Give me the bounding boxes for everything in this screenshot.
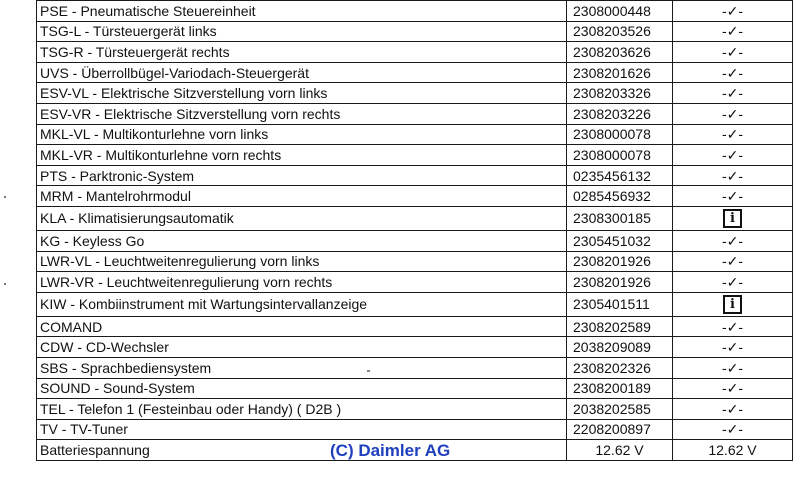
status-ok: -✓- [673, 337, 793, 358]
status-cell [673, 292, 793, 316]
status-ok: -✓- [673, 186, 793, 207]
table-row [37, 316, 793, 337]
unit-name: KIW - Kombiinstrument mit Wartungsintervallanzeige [37, 292, 567, 316]
status-ok: -✓- [673, 83, 793, 104]
table-row [37, 186, 793, 207]
status-ok: -✓- [673, 62, 793, 83]
part-number: 0235456132 [567, 165, 673, 186]
status-ok: -✓- [673, 230, 793, 251]
status-ok: -✓- [673, 103, 793, 124]
unit-name: SOUND - Sound-System [37, 378, 567, 399]
info-icon[interactable]: i [723, 295, 742, 314]
table-row [37, 206, 793, 230]
table-row [37, 21, 793, 42]
status-ok: -✓- [673, 42, 793, 63]
part-number: 2308201626 [567, 62, 673, 83]
part-number: 2308203226 [567, 103, 673, 124]
scan-mark [4, 196, 6, 198]
part-number: 2308200189 [567, 378, 673, 399]
part-number: 2305451032 [567, 230, 673, 251]
part-number: 2208200897 [567, 419, 673, 440]
table-row [37, 83, 793, 104]
table-row [37, 357, 793, 378]
unit-name: MKL-VR - Multikonturlehne vorn rechts [37, 145, 567, 166]
table-row [37, 272, 793, 293]
table-row [37, 399, 793, 420]
table-row [37, 292, 793, 316]
table-row [37, 145, 793, 166]
part-number: 2308201926 [567, 272, 673, 293]
unit-name: PSE - Pneumatische Steuereinheit [37, 1, 567, 22]
unit-name: CDW - CD-Wechsler [37, 337, 567, 358]
part-number: 2308202326 [567, 357, 673, 378]
scan-speck [367, 370, 370, 372]
unit-name: MKL-VL - Multikonturlehne vorn links [37, 124, 567, 145]
copyright-watermark: (C) Daimler AG [330, 441, 451, 460]
part-number: 2308203626 [567, 42, 673, 63]
unit-name: KG - Keyless Go [37, 230, 567, 251]
status-ok: -✓- [673, 251, 793, 272]
status-ok: -✓- [673, 21, 793, 42]
status-ok: -✓- [673, 272, 793, 293]
table-row [37, 42, 793, 63]
control-unit-table [36, 0, 793, 461]
table-row [37, 378, 793, 399]
status-ok: -✓- [673, 124, 793, 145]
unit-name: MRM - Mantelrohrmodul [37, 186, 567, 207]
status-ok: -✓- [673, 399, 793, 420]
status-ok: -✓- [673, 165, 793, 186]
table-row [37, 251, 793, 272]
unit-name: TV - TV-Tuner [37, 419, 567, 440]
battery-label: Batteriespannung [37, 440, 567, 461]
status-ok: -✓- [673, 419, 793, 440]
control-unit-rows [37, 1, 793, 461]
part-number: 2308300185 [567, 206, 673, 230]
part-number: 2308000448 [567, 1, 673, 22]
unit-name: LWR-VL - Leuchtweitenregulierung vorn links [37, 251, 567, 272]
control-unit-sheet [36, 0, 792, 464]
table-row [37, 419, 793, 440]
table-row [37, 337, 793, 358]
part-number: 2308202589 [567, 316, 673, 337]
unit-name: TSG-R - Türsteuergerät rechts [37, 42, 567, 63]
unit-name: PTS - Parktronic-System [37, 165, 567, 186]
part-number: 2305401511 [567, 292, 673, 316]
battery-voltage-1: 12.62 V [567, 440, 673, 461]
part-number: 2308000078 [567, 145, 673, 166]
unit-name: UVS - Überrollbügel-Variodach-Steuergerät [37, 62, 567, 83]
table-row [37, 103, 793, 124]
status-ok: -✓- [673, 316, 793, 337]
table-row [37, 62, 793, 83]
part-number: 2308203326 [567, 83, 673, 104]
unit-name: TSG-L - Türsteuergerät links [37, 21, 567, 42]
status-ok: -✓- [673, 357, 793, 378]
table-row [37, 1, 793, 22]
unit-name: COMAND [37, 316, 567, 337]
status-cell [673, 206, 793, 230]
table-row [37, 230, 793, 251]
unit-name: SBS - Sprachbediensystem [37, 357, 567, 378]
unit-name: KLA - Klimatisierungsautomatik [37, 206, 567, 230]
part-number: 2308000078 [567, 124, 673, 145]
table-row [37, 165, 793, 186]
status-ok: -✓- [673, 145, 793, 166]
scan-mark [4, 283, 6, 285]
unit-name: ESV-VR - Elektrische Sitzverstellung vorn rechts [37, 103, 567, 124]
part-number: 2308203526 [567, 21, 673, 42]
info-icon[interactable]: i [723, 209, 742, 228]
status-ok: -✓- [673, 378, 793, 399]
part-number: 2038202585 [567, 399, 673, 420]
unit-name: LWR-VR - Leuchtweitenregulierung vorn rechts [37, 272, 567, 293]
unit-name: ESV-VL - Elektrische Sitzverstellung vorn links [37, 83, 567, 104]
part-number: 0285456932 [567, 186, 673, 207]
part-number: 2308201926 [567, 251, 673, 272]
battery-voltage-2: 12.62 V [673, 440, 793, 461]
unit-name: TEL - Telefon 1 (Festeinbau oder Handy) ( D2B ) [37, 399, 567, 420]
part-number: 2038209089 [567, 337, 673, 358]
status-ok: -✓- [673, 1, 793, 22]
table-row [37, 124, 793, 145]
